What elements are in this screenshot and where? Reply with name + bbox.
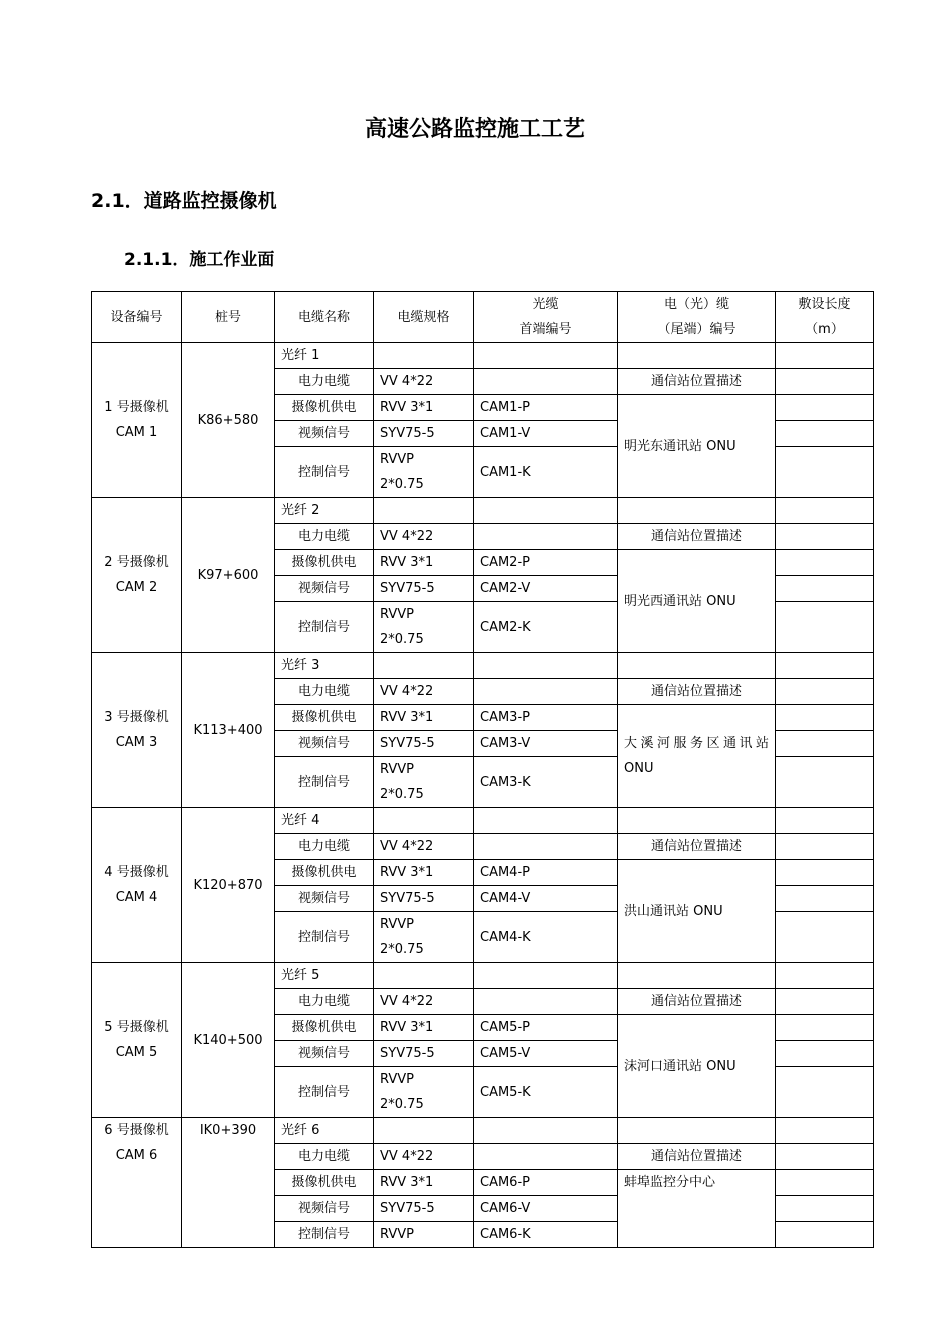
cable-name: 摄像机供电 — [275, 860, 374, 886]
cable-spec-empty — [374, 653, 474, 679]
length-cell — [776, 1067, 874, 1118]
camera-cable-table — [91, 291, 874, 1248]
cable-spec — [374, 912, 474, 963]
cable-spec: SYV75-5 — [374, 1041, 474, 1067]
cable-spec — [374, 1222, 474, 1248]
device-id-line2: CAM 1 — [115, 425, 158, 440]
cable-spec: RVV 3*1 — [374, 1015, 474, 1041]
length-cell — [776, 912, 874, 963]
length-cell — [776, 369, 874, 395]
fiber-label: 光纤 1 — [275, 343, 374, 369]
cable-name: 控制信号 — [275, 1067, 374, 1118]
cable-spec-empty — [374, 963, 474, 989]
tail-id-empty — [618, 963, 776, 989]
head-id-empty — [474, 369, 618, 395]
length-cell — [776, 757, 874, 808]
device-id-line2: CAM 4 — [115, 890, 158, 905]
cable-name: 控制信号 — [275, 912, 374, 963]
device-id — [92, 963, 182, 1118]
cable-name: 摄像机供电 — [275, 1015, 374, 1041]
head-id: CAM3-V — [474, 731, 618, 757]
length-cell — [776, 731, 874, 757]
table-header-row — [92, 292, 874, 343]
cable-name: 视频信号 — [275, 421, 374, 447]
cable-spec-line1: RVVP — [380, 1227, 414, 1242]
cable-name: 控制信号 — [275, 447, 374, 498]
header-length — [776, 292, 874, 343]
length-cell — [776, 834, 874, 860]
tail-id-empty — [618, 1118, 776, 1144]
station-name: 沫河口通讯站 ONU — [618, 1015, 776, 1118]
header-cable-spec: 电缆规格 — [374, 292, 474, 343]
head-id-empty — [474, 524, 618, 550]
stake-number: K120+870 — [182, 808, 275, 963]
header-fiber-head-line2: 首端编号 — [519, 322, 572, 337]
head-id: CAM2-V — [474, 576, 618, 602]
fiber-label: 光纤 4 — [275, 808, 374, 834]
cable-spec-empty — [374, 498, 474, 524]
document-title: 高速公路监控施工工艺 — [364, 117, 585, 142]
device-id-line2: CAM 2 — [115, 580, 158, 595]
table-row — [92, 498, 874, 524]
length-cell — [776, 860, 874, 886]
length-cell — [776, 679, 874, 705]
cable-spec: RVV 3*1 — [374, 395, 474, 421]
cable-spec: SYV75-5 — [374, 1196, 474, 1222]
cable-name: 控制信号 — [275, 757, 374, 808]
fiber-label: 光纤 2 — [275, 498, 374, 524]
length-cell — [776, 1196, 874, 1222]
table-row — [92, 963, 874, 989]
head-id-empty — [474, 1118, 618, 1144]
device-id-line1: 3 号摄像机 — [104, 710, 169, 725]
cable-spec-line1: RVVP — [380, 452, 414, 467]
cable-spec: VV 4*22 — [374, 1144, 474, 1170]
cable-spec: SYV75-5 — [374, 576, 474, 602]
cable-spec-empty — [374, 808, 474, 834]
head-id: CAM4-V — [474, 886, 618, 912]
length-cell — [776, 447, 874, 498]
length-cell — [776, 989, 874, 1015]
head-id: CAM5-V — [474, 1041, 618, 1067]
station-name: 蚌埠监控分中心 — [618, 1170, 776, 1248]
table-row — [92, 1118, 874, 1144]
head-id-empty — [474, 808, 618, 834]
station-position-label: 通信站位置描述 — [618, 989, 776, 1015]
head-id: CAM3-K — [474, 757, 618, 808]
stake-number: K113+400 — [182, 653, 275, 808]
cable-spec: RVV 3*1 — [374, 550, 474, 576]
header-tail-id — [618, 292, 776, 343]
cable-name: 摄像机供电 — [275, 550, 374, 576]
cable-name: 视频信号 — [275, 1196, 374, 1222]
cable-spec: SYV75-5 — [374, 731, 474, 757]
cable-name: 电力电缆 — [275, 679, 374, 705]
cable-name: 视频信号 — [275, 1041, 374, 1067]
cable-spec-line1: RVVP — [380, 607, 414, 622]
head-id: CAM3-P — [474, 705, 618, 731]
device-id — [92, 808, 182, 963]
cable-name: 电力电缆 — [275, 524, 374, 550]
tail-id-empty — [618, 498, 776, 524]
station-name: 大溪河服务区通讯站 ONU — [618, 705, 776, 808]
header-tail-id-line2: （尾端）编号 — [657, 322, 736, 337]
head-id: CAM4-P — [474, 860, 618, 886]
cable-name: 视频信号 — [275, 886, 374, 912]
length-cell — [776, 1144, 874, 1170]
device-id-line2: CAM 5 — [115, 1045, 158, 1060]
header-fiber-head-line1: 光缆 — [532, 297, 559, 312]
table-row — [92, 343, 874, 369]
cable-spec: RVV 3*1 — [374, 860, 474, 886]
cable-name: 电力电缆 — [275, 989, 374, 1015]
length-cell — [776, 524, 874, 550]
length-cell — [776, 1118, 874, 1144]
head-id: CAM4-K — [474, 912, 618, 963]
head-id: CAM5-K — [474, 1067, 618, 1118]
station-name: 明光东通讯站 ONU — [618, 395, 776, 498]
length-cell — [776, 343, 874, 369]
length-cell — [776, 705, 874, 731]
head-id-empty — [474, 653, 618, 679]
head-id: CAM5-P — [474, 1015, 618, 1041]
length-cell — [776, 963, 874, 989]
cable-spec-line2: 2*0.75 — [380, 942, 424, 957]
cable-spec: RVV 3*1 — [374, 705, 474, 731]
cable-name: 视频信号 — [275, 731, 374, 757]
head-id: CAM1-V — [474, 421, 618, 447]
stake-number: IK0+390 — [182, 1118, 275, 1248]
length-cell — [776, 1222, 874, 1248]
station-name: 明光西通讯站 ONU — [618, 550, 776, 653]
device-id — [92, 343, 182, 498]
device-id-line1: 5 号摄像机 — [104, 1020, 169, 1035]
subsection-heading: 2.1.1．施工作业面 — [124, 250, 275, 270]
length-cell — [776, 550, 874, 576]
device-id-line1: 6 号摄像机 — [104, 1123, 169, 1138]
cable-spec — [374, 447, 474, 498]
cable-spec: VV 4*22 — [374, 369, 474, 395]
station-position-label: 通信站位置描述 — [618, 834, 776, 860]
table-row — [92, 808, 874, 834]
device-id-line1: 1 号摄像机 — [104, 400, 169, 415]
header-device-id: 设备编号 — [92, 292, 182, 343]
device-id-line1: 4 号摄像机 — [104, 865, 169, 880]
cable-name: 电力电缆 — [275, 1144, 374, 1170]
cable-name: 电力电缆 — [275, 369, 374, 395]
cable-spec-line1: RVVP — [380, 762, 414, 777]
station-name: 洪山通讯站 ONU — [618, 860, 776, 963]
cable-spec — [374, 602, 474, 653]
stake-number: K86+580 — [182, 343, 275, 498]
cable-spec-line1: RVVP — [380, 1072, 414, 1087]
cable-name: 控制信号 — [275, 1222, 374, 1248]
head-id: CAM6-K — [474, 1222, 618, 1248]
device-id-line2: CAM 6 — [115, 1148, 158, 1163]
cable-spec-line2: 2*0.75 — [380, 1097, 424, 1112]
cable-name: 摄像机供电 — [275, 395, 374, 421]
stake-number: K140+500 — [182, 963, 275, 1118]
length-cell — [776, 576, 874, 602]
length-cell — [776, 1015, 874, 1041]
length-cell — [776, 395, 874, 421]
cable-spec-line1: RVVP — [380, 917, 414, 932]
cable-spec-line2: 2*0.75 — [380, 787, 424, 802]
section-heading: 2.1．道路监控摄像机 — [91, 190, 277, 212]
head-id: CAM1-K — [474, 447, 618, 498]
station-position-label: 通信站位置描述 — [618, 369, 776, 395]
station-position-label: 通信站位置描述 — [618, 524, 776, 550]
head-id-empty — [474, 343, 618, 369]
header-fiber-head — [474, 292, 618, 343]
tail-id-empty — [618, 653, 776, 679]
header-length-line2: （m） — [805, 322, 844, 337]
cable-spec: VV 4*22 — [374, 834, 474, 860]
header-length-line1: 敷设长度 — [798, 297, 851, 312]
header-cable-name: 电缆名称 — [275, 292, 374, 343]
head-id-empty — [474, 679, 618, 705]
cable-spec: SYV75-5 — [374, 886, 474, 912]
cable-name: 电力电缆 — [275, 834, 374, 860]
head-id-empty — [474, 989, 618, 1015]
tail-id-empty — [618, 808, 776, 834]
fiber-label: 光纤 3 — [275, 653, 374, 679]
head-id: CAM2-P — [474, 550, 618, 576]
head-id-empty — [474, 834, 618, 860]
cable-spec: SYV75-5 — [374, 421, 474, 447]
device-id — [92, 1118, 182, 1248]
head-id: CAM6-P — [474, 1170, 618, 1196]
header-tail-id-line1: 电（光）缆 — [663, 297, 729, 312]
length-cell — [776, 1041, 874, 1067]
table-row — [92, 653, 874, 679]
station-position-label: 通信站位置描述 — [618, 679, 776, 705]
head-id-empty — [474, 1144, 618, 1170]
stake-number: K97+600 — [182, 498, 275, 653]
fiber-label: 光纤 6 — [275, 1118, 374, 1144]
tail-id-empty — [618, 343, 776, 369]
cable-spec — [374, 1067, 474, 1118]
cable-name: 控制信号 — [275, 602, 374, 653]
station-position-label: 通信站位置描述 — [618, 1144, 776, 1170]
cable-name: 摄像机供电 — [275, 705, 374, 731]
length-cell — [776, 808, 874, 834]
cable-name: 视频信号 — [275, 576, 374, 602]
length-cell — [776, 602, 874, 653]
device-id — [92, 653, 182, 808]
length-cell — [776, 1170, 874, 1196]
cable-name: 摄像机供电 — [275, 1170, 374, 1196]
device-id — [92, 498, 182, 653]
cable-spec: VV 4*22 — [374, 989, 474, 1015]
head-id-empty — [474, 963, 618, 989]
cable-spec: RVV 3*1 — [374, 1170, 474, 1196]
head-id: CAM2-K — [474, 602, 618, 653]
cable-spec-empty — [374, 343, 474, 369]
device-id-line2: CAM 3 — [115, 735, 158, 750]
cable-spec-line2: 2*0.75 — [380, 632, 424, 647]
cable-spec-empty — [374, 1118, 474, 1144]
length-cell — [776, 886, 874, 912]
head-id: CAM6-V — [474, 1196, 618, 1222]
fiber-label: 光纤 5 — [275, 963, 374, 989]
cable-spec: VV 4*22 — [374, 679, 474, 705]
cable-spec — [374, 757, 474, 808]
cable-spec: VV 4*22 — [374, 524, 474, 550]
head-id-empty — [474, 498, 618, 524]
cable-spec-line2: 2*0.75 — [380, 477, 424, 492]
length-cell — [776, 498, 874, 524]
head-id: CAM1-P — [474, 395, 618, 421]
length-cell — [776, 421, 874, 447]
device-id-line1: 2 号摄像机 — [104, 555, 169, 570]
header-stake: 桩号 — [182, 292, 275, 343]
length-cell — [776, 653, 874, 679]
